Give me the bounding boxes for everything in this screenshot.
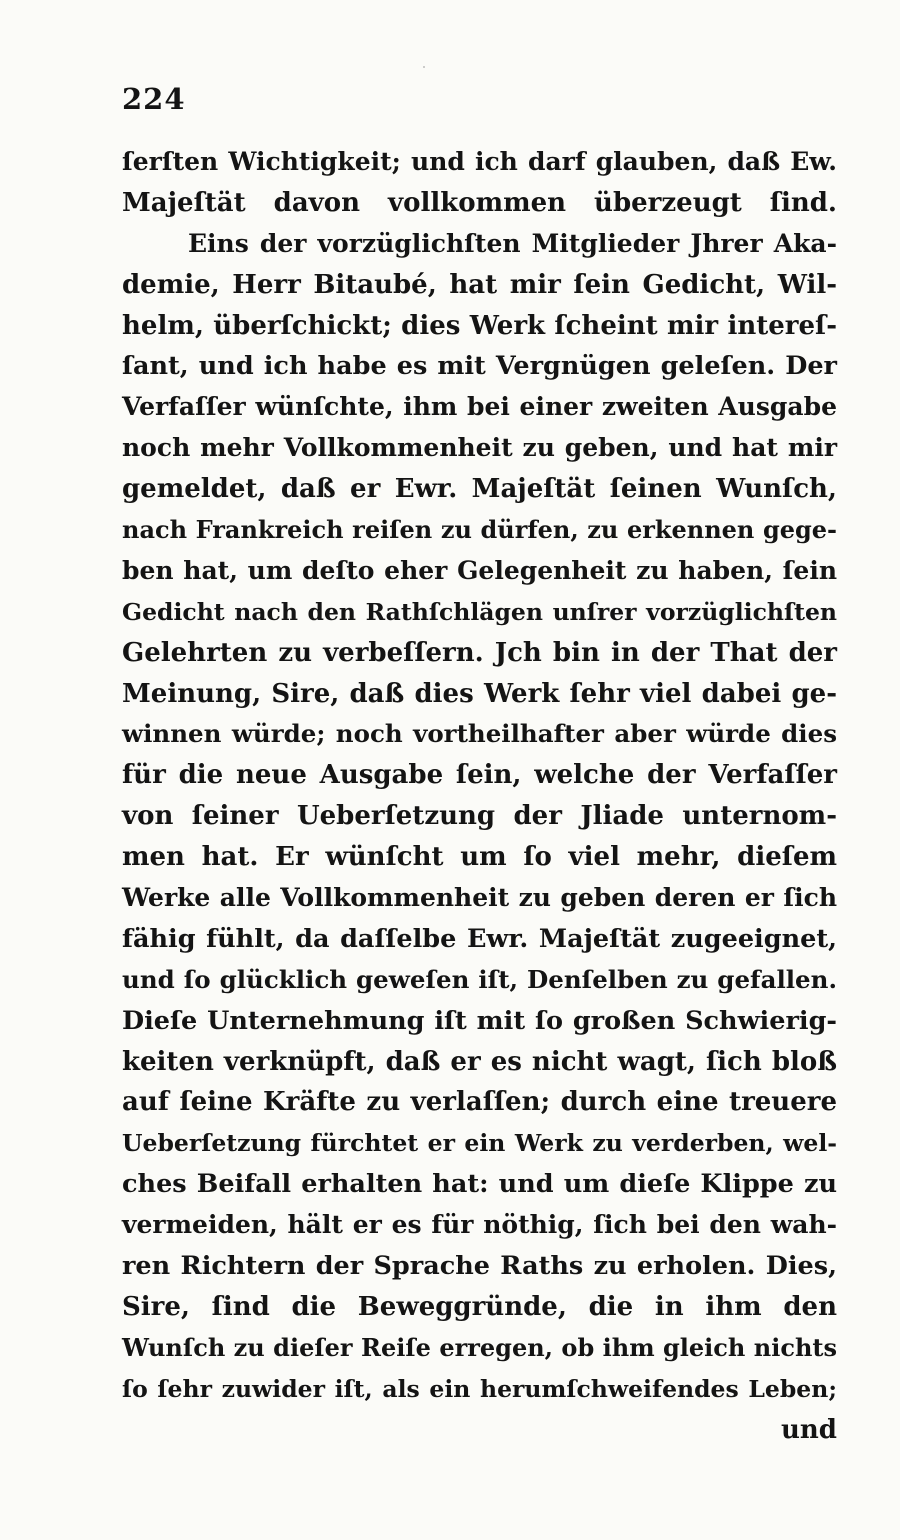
text-line: fähig fühlt, da daſſelbe Ewr. Majeſtät zugeeignet, [122,923,837,954]
text-line: von ſeiner Ueberſetzung der Jliade unternom- [122,801,837,832]
catchword: und [781,1414,837,1445]
text-line: keiten verknüpft, daß er es nicht wagt, ſich bloß [122,1046,837,1077]
text-line: nach Frankreich reiſen zu dürfen, zu erkennen gege- [122,515,837,545]
text-line: ches Beifall erhalten hat: und um dieſe Klippe zu [122,1169,837,1200]
text-line: ren Richtern der Sprache Raths zu erholen. Dies, [122,1251,837,1282]
text-line: demie, Herr Bitaubé, hat mir ſein Gedicht, Wil- [122,269,837,300]
text-line: helm, überſchickt; dies Werk ſcheint mir intereſ- [122,310,837,341]
text-line: ſo ſehr zuwider iſt, als ein herumſchweifendes Leben; [122,1374,837,1403]
text-line: vermeiden, hält er es für nöthig, ſich bei den wah- [122,1210,837,1240]
text-line: men hat. Er wünſcht um ſo viel mehr, dieſem [122,842,837,873]
text-line: Gedicht nach den Rathſchlägen unſrer vorzüglichſten [122,597,837,626]
paragraph-first-line: Eins der vorzüglichſten Mitglieder Jhrer Aka- [188,228,837,258]
text-line: gemeldet, daß er Ewr. Majeſtät ſeinen Wunſch, [122,474,837,505]
page-number: 224 [122,82,186,116]
text-line: Gelehrten zu verbeſſern. Jch bin in der That der [122,637,837,668]
text-line: Dieſe Unternehmung iſt mit ſo großen Schwierig- [122,1005,837,1036]
text-line: Ueberſetzung fürchtet er ein Werk zu verderben, wel- [122,1129,837,1158]
text-line: Majeſtät davon vollkommen überzeugt ſind. [122,187,837,218]
text-line: winnen würde; noch vortheilhafter aber würde dies [122,719,837,749]
text-line: und ſo glücklich geweſen iſt, Denſelben zu gefallen. [122,964,837,994]
text-line: Werke alle Vollkommenheit zu geben deren er ſich [122,883,837,913]
body-text [122,142,837,1451]
text-line: ſerſten Wichtigkeit; und ich darf glauben, daß Ew. [122,147,837,176]
text-line: ben hat, um deſto eher Gelegenheit zu haben, ſein [122,555,837,585]
text-line: für die neue Ausgabe ſein, welche der Verfaſſer [122,760,837,791]
text-line: Sire, ſind die Beweggründe, die in ihm den [122,1291,837,1322]
text-line: ſant, und ich habe es mit Vergnügen geleſen. Der [122,351,837,382]
text-line: Verfaſſer wünſchte, ihm bei einer zweiten Ausgabe [122,392,837,422]
text-line: auf ſeine Kräfte zu verlaſſen; durch eine treuere [122,1087,837,1118]
text-line: Meinung, Sire, daß dies Werk ſehr viel dabei ge- [122,678,837,709]
paper-speck [423,66,425,68]
text-line: Wunſch zu dieſer Reiſe erregen, ob ihm gleich nichts [122,1332,837,1362]
text-line: noch mehr Vollkommenheit zu geben, und hat mir [122,433,837,463]
